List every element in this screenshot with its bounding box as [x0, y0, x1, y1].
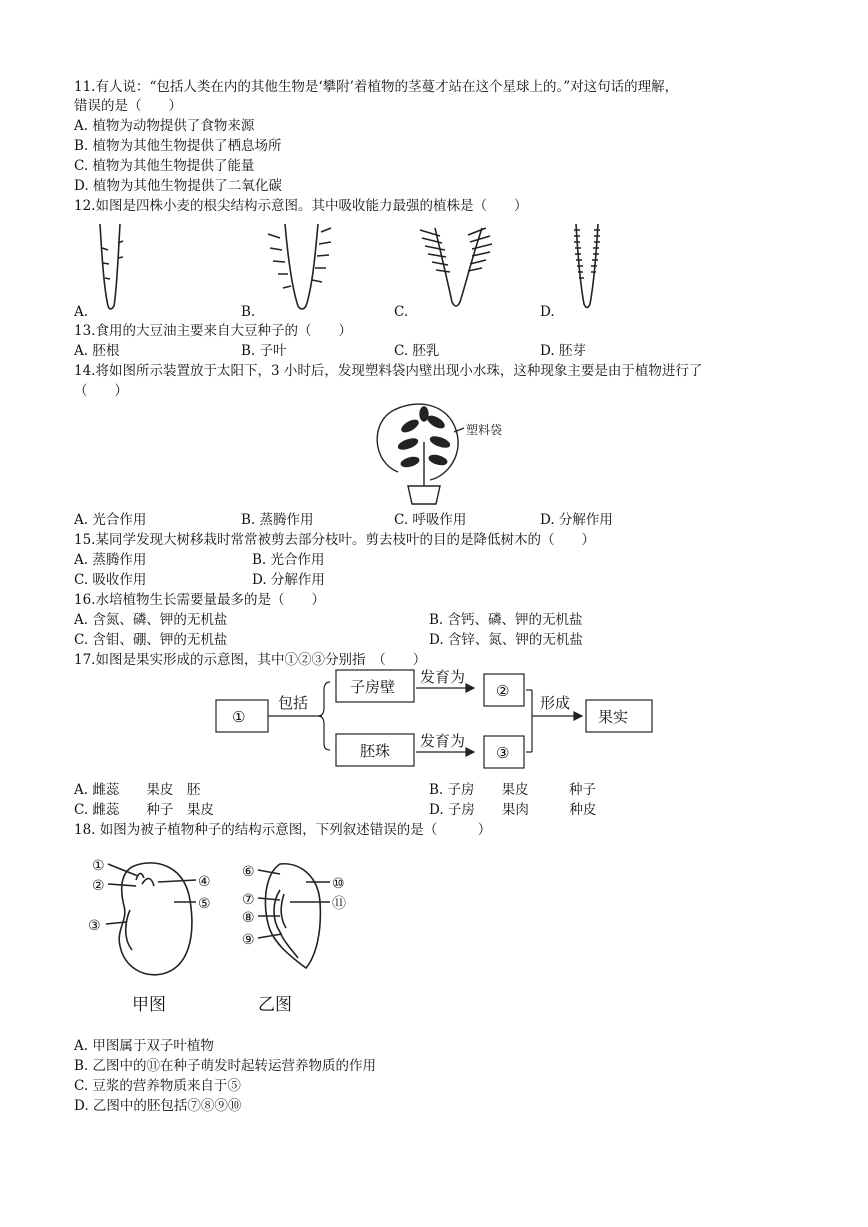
label-7: ⑦: [242, 892, 255, 908]
label-9: ⑨: [242, 932, 255, 948]
bag-label: 塑料袋: [466, 423, 503, 437]
box-3-text: ③: [496, 744, 510, 762]
q17-stem: 17.如图是果实形成的示意图，其中①②③分别指 （ ）: [74, 652, 427, 668]
label-8: ⑧: [242, 910, 255, 926]
q12-option-d: D.: [540, 304, 555, 320]
caption-yi: 乙图: [258, 995, 292, 1015]
q11-option-b: B. 植物为其他生物提供了栖息场所: [74, 138, 282, 154]
q13-option-a: A. 胚根: [74, 343, 120, 359]
q12-stem: 12.如图是四株小麦的根尖结构示意图。其中吸收能力最强的植株是（ ）: [74, 198, 528, 214]
label-10: ⑩: [332, 876, 345, 892]
form-text: 形成: [540, 694, 571, 712]
ovary-wall-text: 子房壁: [350, 678, 396, 696]
develop-2-text: 发育为: [420, 732, 466, 750]
root-tip-figures: [80, 218, 640, 312]
q15-option-b: B. 光合作用: [252, 552, 325, 568]
q13-option-c: C. 胚乳: [394, 343, 440, 359]
q14-option-a: A. 光合作用: [74, 512, 147, 528]
q16-stem: 16.水培植物生长需要量最多的是（ ）: [74, 592, 325, 608]
q15-option-d: D. 分解作用: [252, 572, 325, 588]
plant-bag-figure: [368, 402, 518, 506]
caption-jia: 甲图: [132, 995, 166, 1015]
label-5: ⑤: [198, 896, 211, 912]
box-2-text: ②: [496, 682, 510, 700]
root-tip-d: [574, 224, 600, 308]
q11-option-a: A. 植物为动物提供了食物来源: [74, 118, 255, 134]
label-3: ③: [88, 918, 101, 934]
q15-option-c: C. 吸收作用: [74, 572, 147, 588]
label-4: ④: [198, 874, 211, 890]
q18-stem: 18. 如图为被子植物种子的结构示意图，下列叙述错误的是（ ）: [74, 822, 492, 838]
include-text: 包括: [278, 694, 309, 712]
root-tip-a: [100, 224, 123, 309]
root-tip-c: [420, 228, 492, 306]
q11-option-c: C. 植物为其他生物提供了能量: [74, 158, 255, 174]
q18-option-c: C. 豆浆的营养物质来自于⑤: [74, 1078, 241, 1094]
brace: [318, 682, 330, 750]
q14-option-d: D. 分解作用: [540, 512, 613, 528]
bean-seed-outline: [119, 863, 192, 975]
q18-option-b: B. 乙图中的⑪在种子萌发时起转运营养物质的作用: [74, 1058, 377, 1074]
q17-option-d: D. 子房 果肉 种皮: [429, 802, 597, 818]
root-tip-b: [268, 224, 331, 309]
label-11: ⑪: [332, 896, 346, 912]
q12-option-a: A.: [74, 304, 89, 320]
q14-option-c: C. 呼吸作用: [394, 512, 467, 528]
q11-stem-line1: 11.有人说：“包括人类在内的其他生物是‘攀附’着植物的茎蔓才站在这个星球上的。”对这句话的理解，: [74, 79, 679, 95]
label-1: ①: [92, 858, 105, 874]
q14-option-b: B. 蒸腾作用: [241, 512, 314, 528]
q11-stem-line2: 错误的是（ ）: [74, 98, 182, 114]
fruit-text: 果实: [598, 708, 629, 726]
seed-structure-figure: [84, 850, 374, 1020]
ovule-text: 胚珠: [360, 742, 391, 760]
fruit-formation-diagram: [210, 668, 660, 776]
q18-option-d: D. 乙图中的胚包括⑦⑧⑨⑩: [74, 1098, 242, 1114]
label-6: ⑥: [242, 864, 255, 880]
q14-stem-line2: （ ）: [74, 383, 128, 399]
q15-stem: 15.某同学发现大树移栽时常常被剪去部分枝叶。剪去枝叶的目的是降低树木的（ ）: [74, 532, 595, 548]
develop-1-text: 发育为: [420, 668, 466, 686]
q17-option-c: C. 雌蕊 种子 果皮: [74, 802, 214, 818]
q13-stem: 13.食用的大豆油主要来自大豆种子的（ ）: [74, 323, 352, 339]
flower-pot: [408, 486, 440, 504]
q16-option-d: D. 含锌、氮、钾的无机盐: [429, 632, 583, 648]
q13-option-b: B. 子叶: [241, 343, 287, 359]
q17-option-a: A. 雌蕊 果皮 胚: [74, 782, 201, 798]
q17-option-b: B. 子房 果皮 种子: [429, 782, 597, 798]
q14-stem-line1: 14.将如图所示装置放于太阳下，3 小时后，发现塑料袋内壁出现小水珠，这种现象主要是由于植物进行了: [74, 363, 703, 379]
q18-option-a: A. 甲图属于双子叶植物: [74, 1038, 214, 1054]
label-2: ②: [92, 878, 105, 894]
q15-option-a: A. 蒸腾作用: [74, 552, 147, 568]
q13-option-d: D. 胚芽: [540, 343, 586, 359]
q16-option-b: B. 含钙、磷、钾的无机盐: [429, 612, 583, 628]
q16-option-c: C. 含钼、硼、钾的无机盐: [74, 632, 228, 648]
q16-option-a: A. 含氮、磷、钾的无机盐: [74, 612, 228, 628]
box-1-text: ①: [232, 708, 246, 726]
q12-option-c: C.: [394, 304, 409, 320]
q12-option-b: B.: [241, 304, 256, 320]
q11-option-d: D. 植物为其他生物提供了二氧化碳: [74, 178, 282, 194]
